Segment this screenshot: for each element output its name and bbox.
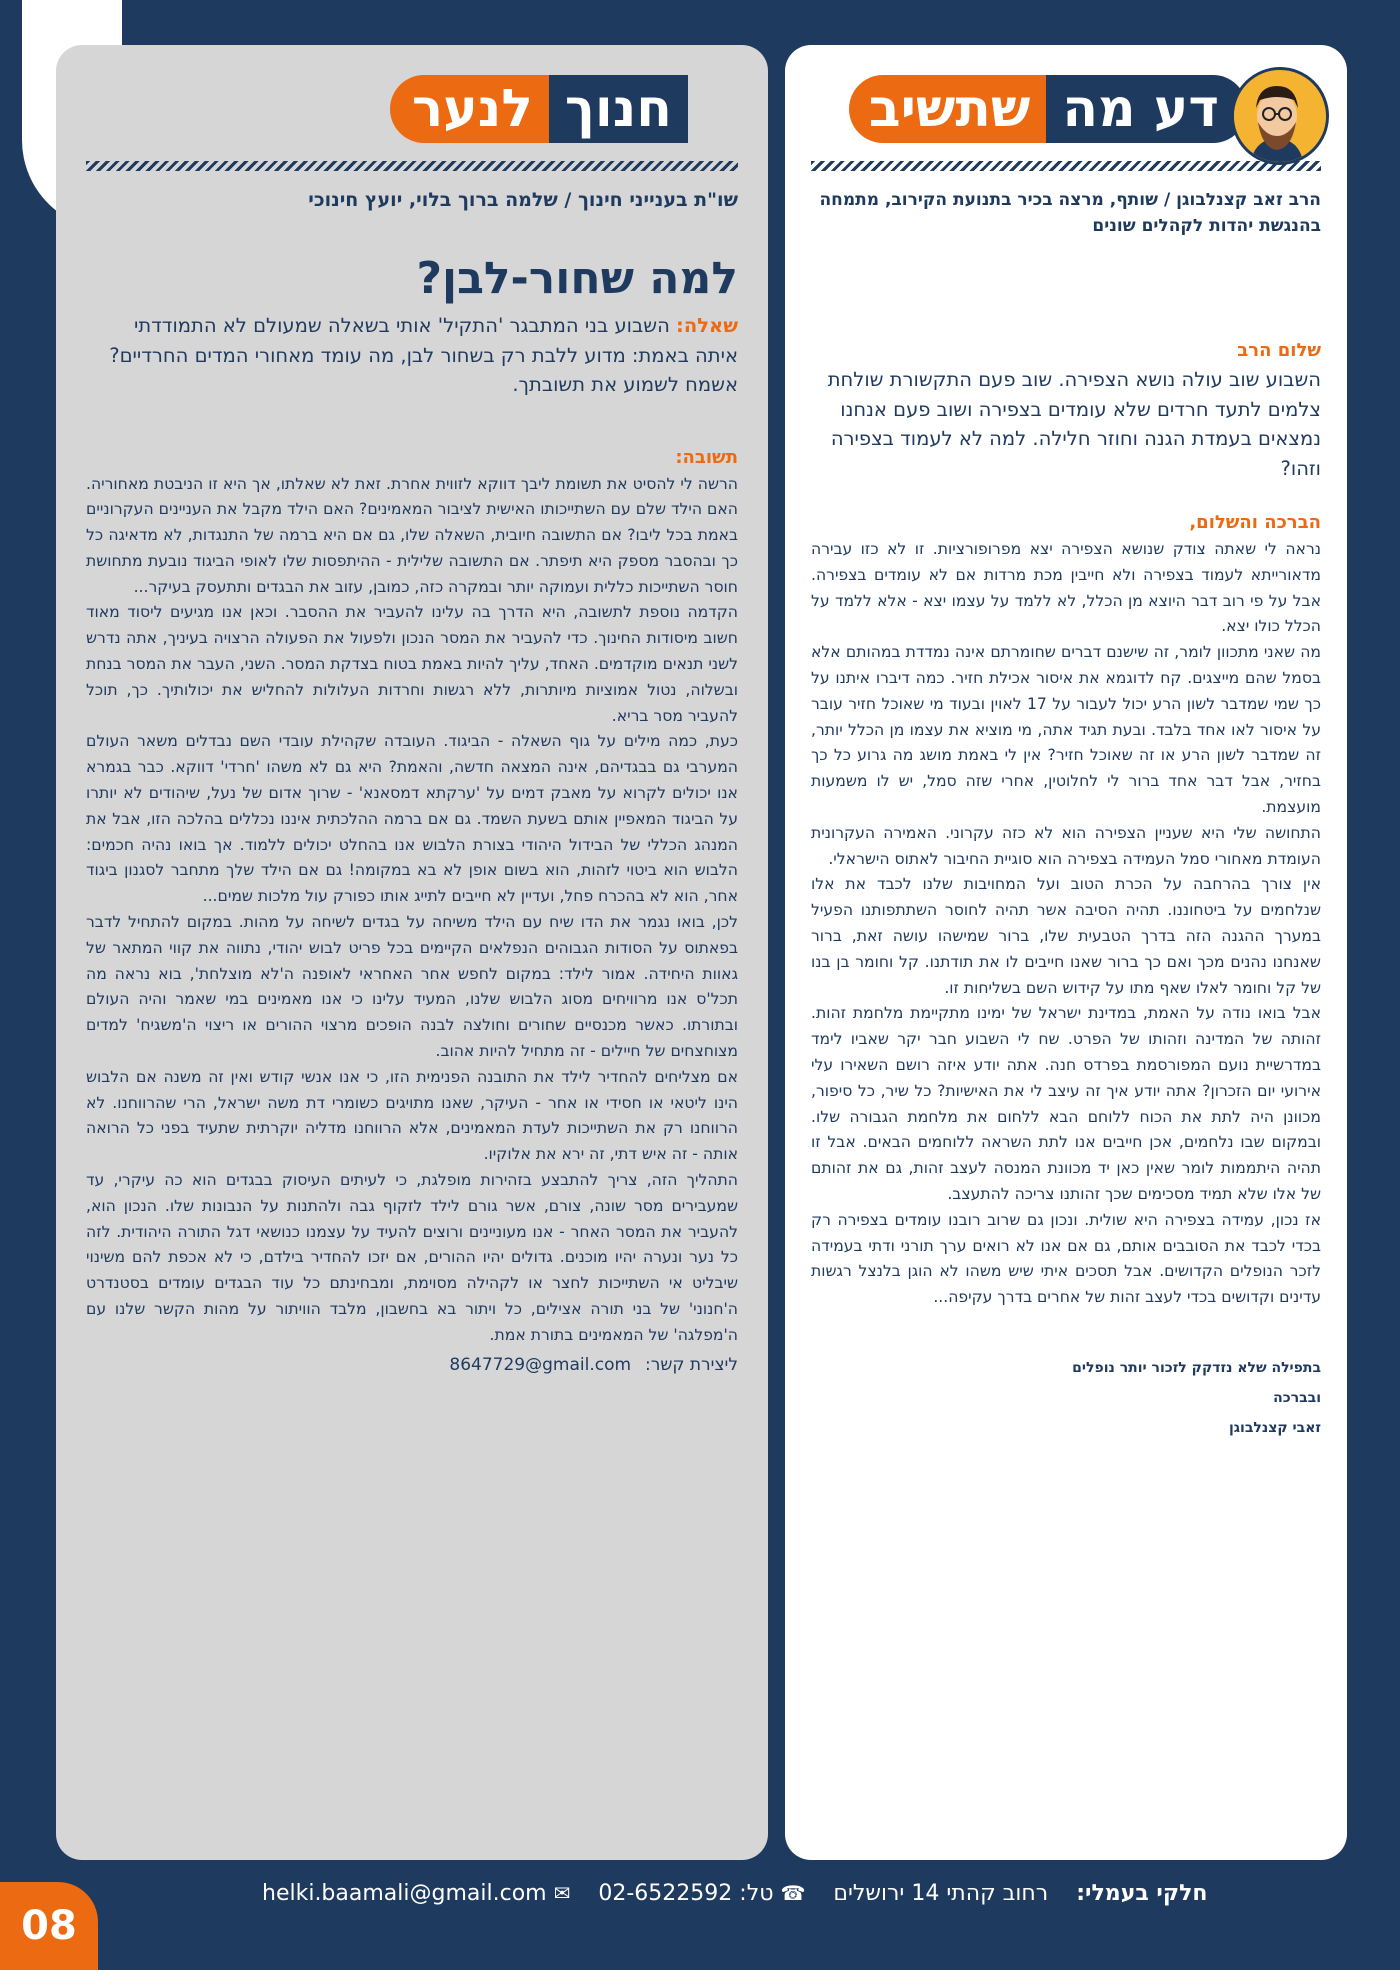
- author-description: / שותף, מרצה בכיר בתנועת הקירוב, מתמחה בהנגשת יהדות לקהלים שונים: [819, 190, 1321, 236]
- question-text: השבוע בני המתבגר 'התקיל' אותי בשאלה שמעולם לא התמודדתי איתה באמת: מדוע ללבת רק בשחור לבן, מה עומד מאחורי המדים החרדיים? אשמח לשמוע את תשובתך.: [109, 314, 738, 396]
- footer-phone-group: [598, 1881, 805, 1906]
- article-title: למה שחור-לבן?: [416, 253, 738, 304]
- footer-address: רחוב קהתי 14 ירושלים: [833, 1880, 1049, 1906]
- avatar-illustration-icon: [1231, 70, 1326, 165]
- answer-body: [811, 537, 1321, 1311]
- answer-body: [86, 472, 738, 1349]
- paragraph: הרשה לי להסיט את תשומת ליבך דווקא לזווית אחרת. זאת לא שאלתו, אך היא זו הניבטת מאחוריה. האם הילד שלם עם השתייכותו האישית לציבור המאמינים? האם הילד מקבל את העניינים העקרוניים באמת בכל ליבו? אם התשובה חיובית, השאלה שלו, גם אם היא ברמה של התנגדות, לא מדאיגה כל כך ובהסבר מספק היא תיפתר. אם התשובה שלילית - ההיתפסות שלו לאופי הביגוד נובעת מתחושת חוסר השתייכות כללית ועמוקה יותר ובמקרה כזה, כמובן, עזוב את הבגדים ותתעסק בעיקר...: [86, 474, 738, 596]
- article-left: [56, 45, 768, 1860]
- paragraph: אם מצליחים להחדיר לילד את התובנה הפנימית הזו, כי אנו אנשי קודש ואין זה משנה אם הלבוש הינו ליטאי או חסידי או אחר - העיקר, שאנו מתויגים כשומרי דת משה ישראל, הרי שהרווחנו. לא הרווחנו רק את השתייכות לעדת המאמינים, אלא הרווחנו מדליה יוקרתית שתעיד בפני כל הרואה אותה - זה איש דתי, זה ירא את אלוקיו.: [86, 1067, 738, 1164]
- page-number: 08: [0, 1882, 98, 1970]
- banner-title-part2: לנער: [390, 75, 549, 143]
- footer-email-link[interactable]: helki.baamali@gmail.com: [262, 1880, 547, 1906]
- banner-title-part1: דע מה: [1046, 75, 1247, 143]
- signature-name: זאבי קצנלבוגן: [1229, 1419, 1321, 1436]
- article-right: [785, 45, 1347, 1860]
- paragraph: אז נכון, עמידה בצפירה היא שולית. ונכון גם שרוב רובנו עומדים בצפירה רק בכדי לכבד את הסובבים אותם, גם אם אנו לא רואים ערך תורני ודתי בעמידה לזכר הנופלים הקדושים. אבל תסכים איתי שיש משהו לא הוגן בלנצל רגשות עדינים וקדושים בכדי לעצב זהות של אחרים בדרך עקיפה...: [811, 1210, 1321, 1307]
- paragraph: אבל בואו נודה על האמת, במדינת ישראל של ימינו מתקיימת מלחמת זהות. זהותה של המדינה וזהותו של הפרט. שח לי השבוע חבר יקר שאביו לימד במדרשיית נועם המפורסמת בפרדס חנה. אתה יודע איזה רושם השאירו עלי אירועי יום הזכרון? אתה יודע איך זה עיצב לי את האישיות? כל שיר, כל סיפור, מכוונן היה לתת את הכוח ללוחם הבא ללחום את מלחמת הגבורה שלו. ובמקום שבו נלחמים, אכן חייבים אנו לתת השראה ללוחמים הבאים. אבל זו תהיה היתממות לומר שאין כאן יד מכוונת המנסה לעצב זהות, גם את זהותם של אלו שלא תמיד מסכימים שכך זהותנו צריכה להתעצב.: [811, 1004, 1321, 1203]
- banner-title-part1: חנוך: [549, 75, 688, 143]
- contact-line: [86, 1355, 738, 1375]
- paragraph: התחושה שלי היא שעניין הצפירה הוא לא כזה עקרוני. האמירה העקרונית העומדת מאחורי סמל העמידה בצפירה הוא סוגיית החיבור לאתוס הישראלי.: [811, 823, 1321, 868]
- paragraph: התהליך הזה, צריך להתבצע בזהירות מופלגת, כי לעיתים העיסוק בבגדים הוא כה עיקרי, עד שמעבירים מסר שונה, צורם, אשר גורם לילד לזקוף גבה ולהתנות על הנבונות שלו. הנכון הוא, להעביר את המסר האחר - אנו מעוניינים ורוצים להעיד על עצמנו כנושאי דגל התורה היהודית. לזה כל נער ונערה יהיו מוכנים. גדולים יהיו ההורים, אם יזכו להחדיר בילדם, כי לא אכפת להם משינוי שיבליט אי השתייכות לחצר או לקהילה מסוימת, ומבחינתם כל עוד הבגדים עומדים בסטנדרט ה'חנוני' של בני תורה אצילים, כל ויתור בא בחשבון, מלבד הוויתור על מהות הקשר שלנו עם ה'מפלגה' של המאמינים בתורת אמת.: [86, 1171, 738, 1344]
- hatch-divider: [811, 161, 1321, 171]
- phone-icon: ☎: [780, 1880, 806, 1905]
- greeting-label: שלום הרב: [1237, 340, 1321, 361]
- hatch-divider: [86, 161, 738, 171]
- banner-title-part2: שתשיב: [849, 75, 1046, 143]
- banner-pill: [356, 75, 688, 143]
- footer-bar: [262, 1870, 1382, 1916]
- author-byline: [811, 187, 1321, 239]
- footer: [0, 1870, 1400, 1970]
- column-byline: שו"ת בענייני חינוך / שלמה ברוך בלוי, יועץ חינוכי: [308, 189, 738, 211]
- footer-phone[interactable]: 02-6522592: [598, 1880, 733, 1906]
- answer-label: תשובה:: [675, 446, 738, 468]
- answer-heading: הברכה והשלום,: [1189, 512, 1321, 533]
- banner-pill: [811, 75, 1247, 143]
- contact-label: ליצירת קשר:: [645, 1354, 738, 1375]
- footer-brand: חלקי בעמלי:: [1076, 1880, 1208, 1906]
- question-block: [86, 311, 738, 400]
- paragraph: מה שאני מתכוון לומר, זה שישנם דברים שחומרתם אינה נמדדת במהותם אלא בסמל שהם מייצגים. קח לדוגמא את איסור אכילת חזיר. כמה דיברו איתנו על כך שמי שמדבר לשון הרע יכול לעבור על 17 לאוין ובעוד מי שאוכל חזיר עובר על איסור לאו אחד בלבד. ובעת תגיד אתה, מי מוציא את עצמו מן הכלל יותר, זה שמדבר לשון הרע או זה שאוכל חזיר? אין לי באמת מושג מה גרוע כל כך בחזיר, אבל דבר אחד ברור לי לחלוטין, אחרי שזה סמל, יש לו משמעות מועצמת.: [811, 643, 1321, 816]
- signature-block: [811, 1353, 1321, 1443]
- paragraph: נראה לי שאתה צודק שנושא הצפירה יצא מפרופורציות. זו לא כזו עבירה מדאורייתא לעמוד בצפירה ולא חייבין מכת מרדות אם לא עומדים בצפירה. אבל על פי רוב דבר היוצא מן הכלל, לא ללמד על עצמו יצא - אלא ללמד על הכלל כולו יצא.: [811, 540, 1321, 636]
- signature-line: בתפילה שלא נזדקק לזכור יותר נופלים: [1072, 1359, 1321, 1376]
- question-label: שאלה:: [676, 314, 738, 337]
- paragraph: הקדמה נוספת לתשובה, היא הדרך בה עלינו להעביר את ההסבר. וכאן אנו מגיעים ליסוד מאוד חשוב מיסודות החינוך. כדי להעביר את המסר הנכון ולפעול את הפעולה הרצויה בעיניך, אתה נדרש לשני תנאים מוקדמים. האחד, עליך להיות באמת בטוח בצדקת המסר. השני, העבר את המסר בנחת ובשלוה, נטול אמוציות מיותרות, ללא רגשות וחרדות העלולות להחליש את יכולותיך. כך, תוכל להעביר מסר בריא.: [86, 603, 738, 725]
- footer-email-group: [262, 1881, 570, 1906]
- paragraph: אין צורך בהרחבה על הכרת הטוב ועל המחויבות שלנו לכבד את אלו שנלחמים על ביטחוננו. תהיה הסיבה אשר תהיה לחוסר השתתפותנו הפעיל במערך ההגנה הזה בדרך הטבעית שלו, ברור שמישהו עושה זאת, ברור שאנחנו נהנים מכך ואם כך ברור שאנו חייבים לו את תודתנו. קל וחומר בן בנו של קל וחומר לאלו שאף מתו על קידוש השם בשליחות זו.: [811, 875, 1321, 997]
- banner-left: [86, 67, 738, 147]
- question-intro: השבוע שוב עולה נושא הצפירה. שוב פעם התקשורת שולחת צלמים לתעד חרדים שלא עומדים בצפירה ושוב פעם אנחנו נמצאים בעמדת הגנה וחוזר חלילה. למה לא לעמוד בצפירה וזהו?: [827, 368, 1321, 480]
- banner-right: [811, 67, 1321, 147]
- author-name: הרב זאב קצנלבוגן: [1176, 190, 1321, 210]
- paragraph: כעת, כמה מילים על גוף השאלה - הביגוד. העובדה שקהילת עובדי השם נבדלים משאר העולם המערבי גם בבגדיהם, אינה המצאה חדשה, והאמת? היא גם לא משהו 'חרדי' דווקא. כבר בגמרא אנו יכולים לקרוא על מאבק דמים על 'ערקתא דמסאנא' - שרוך אדום של נעל, שיהודים לא יותרו על הביגוד המאפיין אותם בשעת השמד. גם אם ברמה ההלכתית איננו נכללים בהלכה הזו, אבל את המנהג הכללי של הבידול היהודי בצורת הלבוש אנו בהחלט יכולים ללמוד. אך בואו נהיה חכמים: הלבוש הוא ביטוי לזהות, הוא בשום אופן לא בא במקומה! גם אם הילד שלך מתחבר לסגנון ביגוד אחר, הוא לא בהכרח פחל, ועדיין לא חייבים לתייג אותו כפורק עול מלכות שמים...: [86, 732, 738, 906]
- signature-line: ובברכה: [1273, 1389, 1321, 1406]
- author-avatar: [1231, 67, 1329, 165]
- footer-phone-label: טל:: [739, 1880, 774, 1906]
- paragraph: לכן, בואו נגמר את הדו שיח עם הילד משיחה על בגדים לשיחה על מהות. במקום להתחיל לדבר בפאתוס על הסודות הגבוהים הנפלאים הקיימים בכל פריט לבוש יהודי, נתווה את קווי המתאר של גאוות היחידה. אמור לילד: במקום לחפש אחר האחראי לאופנה ה'לא מוצלחת', בוא נראה מה תכל'ס אנו מרוויחים מסוג הלבוש שלנו, המעיד עלינו כי אנו מאמינים במי שאמר והיה העולם ובתורתו. כאשר מכנסיים שחורים וחולצה לבנה הופכים מרצוי ההורים או ריצוי ה'משגיח' למדים מצוחצחים של חיילים - זה מתחיל להיות אהוב.: [86, 913, 738, 1061]
- mail-icon: ✉: [553, 1880, 571, 1905]
- contact-email-link[interactable]: 8647729@gmail.com: [449, 1354, 632, 1375]
